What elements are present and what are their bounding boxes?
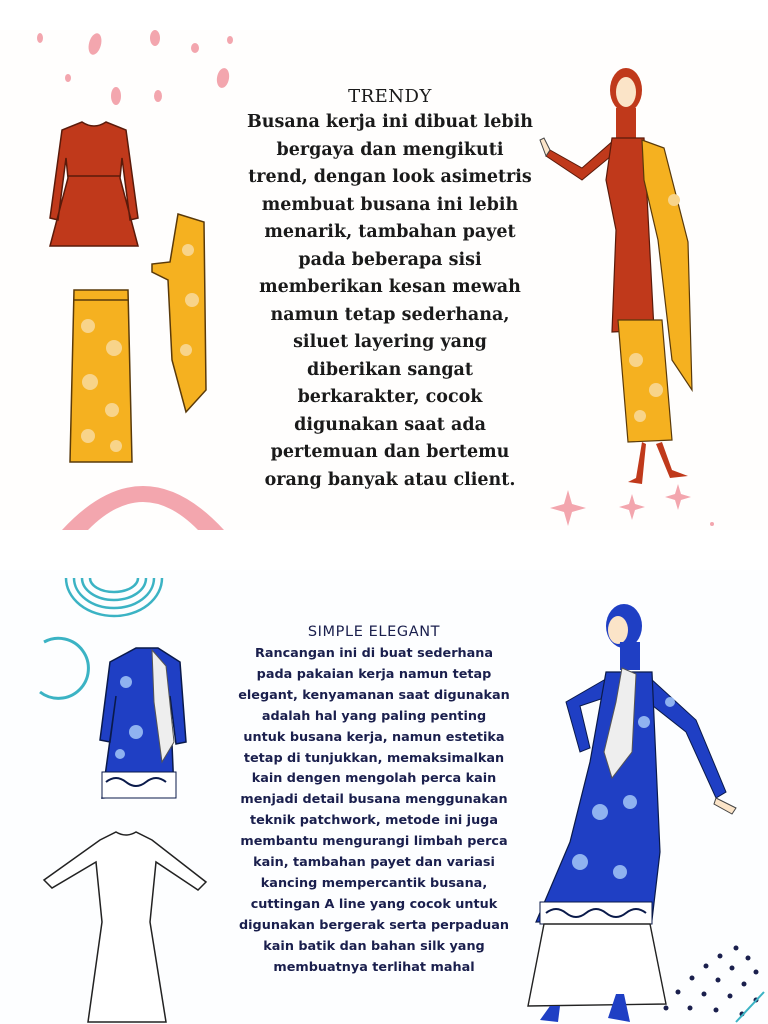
simple-elegant-heading: SIMPLE ELEGANT: [307, 624, 441, 640]
batik-scarf-sketch: [146, 210, 210, 416]
pink-sparkle-decoration: [540, 476, 720, 530]
teal-circle-decoration: [30, 634, 98, 706]
batik-skirt-sketch: [66, 286, 136, 466]
trendy-panel: [0, 30, 768, 530]
pink-confetti-decoration: [30, 30, 250, 110]
trendy-model-illustration: [532, 60, 732, 490]
simple-elegant-description: Rancangan ini di buat sederhana pada pakaian kerja namun tetap elegant, kenyamanan saat digunakan adalah hal yang paling penting untuk busana kerja, namun estetika tetap di tunjukkan, memaksimalkan kain dengen mengolah perca kain menjadi detail busana menggunakan teknik patchwork, metode ini juga membantu mengurangi limbah perca kain, tambahan payet dan variasi kancing mempercantik busana, cuttingan A line yang cocok untuk digunakan bergerak serta perpaduan kain batik dan bahan silk yang membuatnya terlihat mahal: [238, 646, 510, 975]
trendy-heading: TRENDY: [348, 86, 432, 107]
trendy-description: Busana kerja ini dibuat lebih bergaya dan mengikuti trend, dengan look asimetris membuat busana ini lebih menarik, tambahan payet pada beberapa sisi memberikan kesan mewah namun tetap sederhana, siluet layering yang diberikan sangat berkarakter, cocok digunakan saat ada pertemuan dan bertemu orang banyak atau client.: [247, 112, 533, 490]
simple-elegant-panel: [0, 570, 768, 1024]
rust-blouse-sketch: [46, 118, 142, 250]
white-gown-sketch: [40, 826, 210, 1024]
navy-dot-decoration: [656, 942, 766, 1024]
teal-arc-decoration: [64, 576, 164, 618]
blue-batik-dress-sketch: [96, 642, 196, 806]
trendy-text-block: [240, 86, 540, 494]
simple-elegant-text-block: [228, 624, 520, 979]
pink-arch-decoration: [58, 482, 228, 530]
